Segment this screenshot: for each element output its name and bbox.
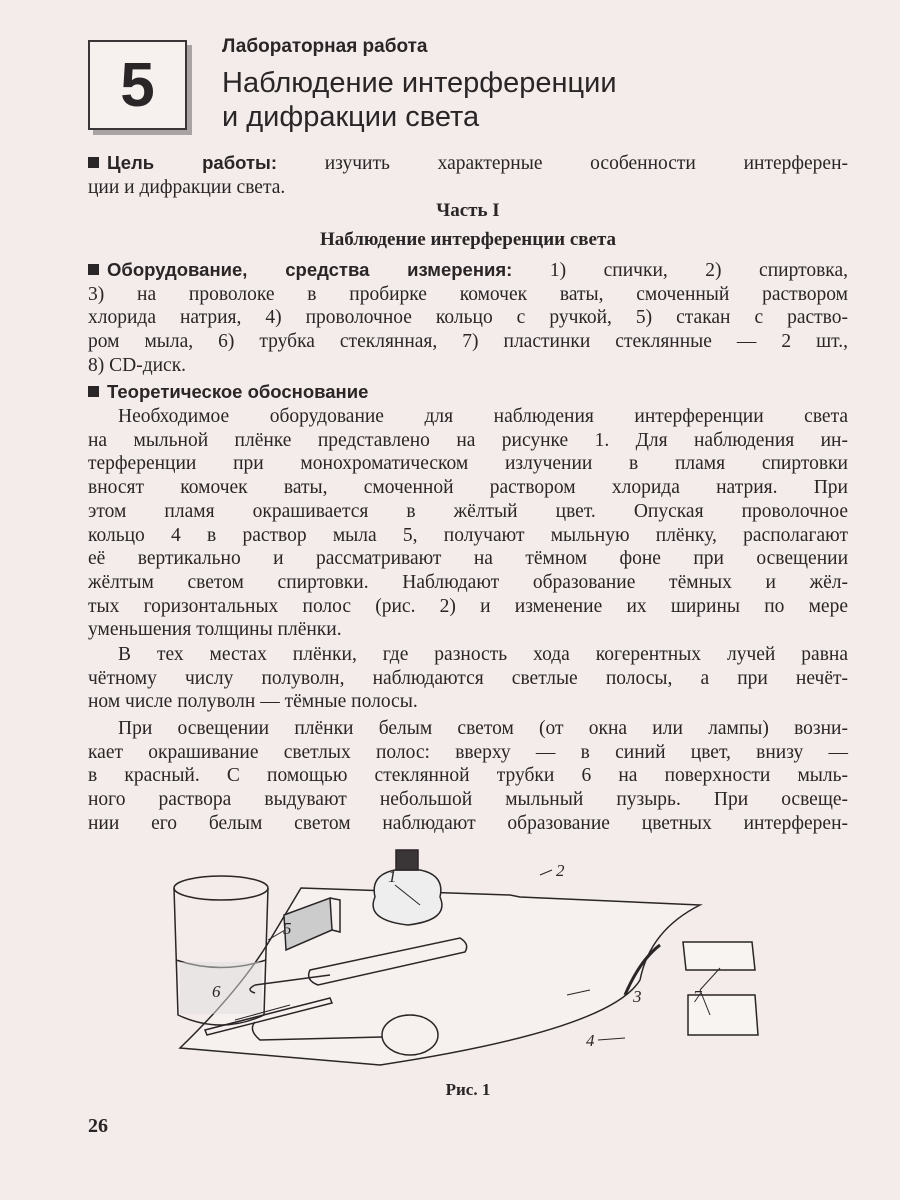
text-line: её вертикально и рассматривают на тёмном фоне при освещении [88,548,848,570]
equipment-heading: Оборудование, средства измерения: [107,259,513,280]
part-label: Часть I [436,200,500,221]
text-line: ром мыла, 6) трубка стеклянная, 7) пластинки стеклянные — 2 шт., [88,331,848,353]
text-line: При освещении плёнки белым светом (от окна или лампы) возни- [118,718,848,739]
text-line: Необходимое оборудование для наблюдения интерференции света [118,406,848,427]
text-line: вносят комочек ваты, смоченной раствором хлорида натрия. При [88,477,848,499]
text-line: ции и дифракции света. [88,176,286,198]
equipment-section [88,258,848,378]
text-line: хлорида натрия, 4) проволочное кольцо с ручкой, 5) стакан с раство- [88,307,848,329]
paragraph-3 [88,717,848,836]
text-line: уменьшения толщины плёнки. [88,619,342,641]
title-line: Наблюдение интерференции [222,67,617,99]
bullet-square-icon [88,386,99,397]
text-line: В тех местах плёнки, где разность хода когерентных лучей равна [118,644,848,665]
text-line: ном числе полуволн — тёмные полосы. [88,691,418,713]
figure-equipment [0,840,900,1070]
figure-label: 6 [212,982,221,1001]
text-line: жёлтым светом спиртовки. Наблюдают образование тёмных и жёл- [88,571,848,593]
figure-label: 7 [693,987,702,1006]
title-line: и дифракции света [222,101,480,133]
goal-section [88,151,848,199]
goal-heading: Цель работы: [107,152,278,173]
figure-label: 1 [388,867,397,886]
text-line: 3) на проволоке в пробирке комочек ваты, смоченный раствором [88,283,848,305]
figure-label: 2 [556,861,565,880]
text-line: на мыльной плёнке представлено на рисунке 1. Для наблюдения ин- [88,429,848,451]
bullet-square-icon [88,264,99,275]
text-line: 1) спички, 2) спиртовка, [549,260,848,281]
text-line: кает окрашивание светлых полос: вверху — в синий цвет, внизу — [88,741,848,763]
page-title [222,66,617,134]
text-line: нии его белым светом наблюдают образование цветных интерферен- [88,812,848,834]
figure-label: 5 [283,919,292,938]
text-line: в красный. С помощью стеклянной трубки 6 на поверхности мыль- [88,765,848,787]
text-line: ного раствора выдувают небольшой мыльный пузырь. При освеще- [88,789,848,811]
figure-caption: Рис. 1 [445,1080,491,1099]
paragraph-1 [88,405,848,642]
text-line: этом пламя окрашивается в жёлтый цвет. Опуская проволочное [88,500,848,522]
text-line: изучить характерные особенности интерферен- [324,153,848,174]
part-subtitle: Наблюдение интерференции света [319,229,617,250]
text-line: 8) CD-диск. [88,354,187,376]
spirit-lamp-icon [373,850,442,925]
text-line: кольцо 4 в раствор мыла 5, получают мыльную плёнку, располагают [88,524,848,546]
beaker-icon [174,876,268,1025]
text-line: чётному числу полуволн, наблюдаются светлые полосы, а при нечёт- [88,667,848,689]
lab-label: Лабораторная работа [222,36,428,57]
text-line: терференции при монохроматическом излучении в пламя спиртовки [88,453,848,475]
theory-heading: Теоретическое обоснование [107,381,369,402]
figure-label: 4 [586,1031,595,1050]
theory-heading-row [88,380,848,405]
text-line: тых горизонтальных полос (рис. 2) и изменение их ширины по мере [88,595,848,617]
page-number: 26 [88,1115,108,1137]
paragraph-2 [88,643,848,714]
lab-number-box [88,40,187,130]
bullet-square-icon [88,157,99,168]
lab-number: 5 [120,50,155,120]
figure-label: 3 [633,987,642,1006]
